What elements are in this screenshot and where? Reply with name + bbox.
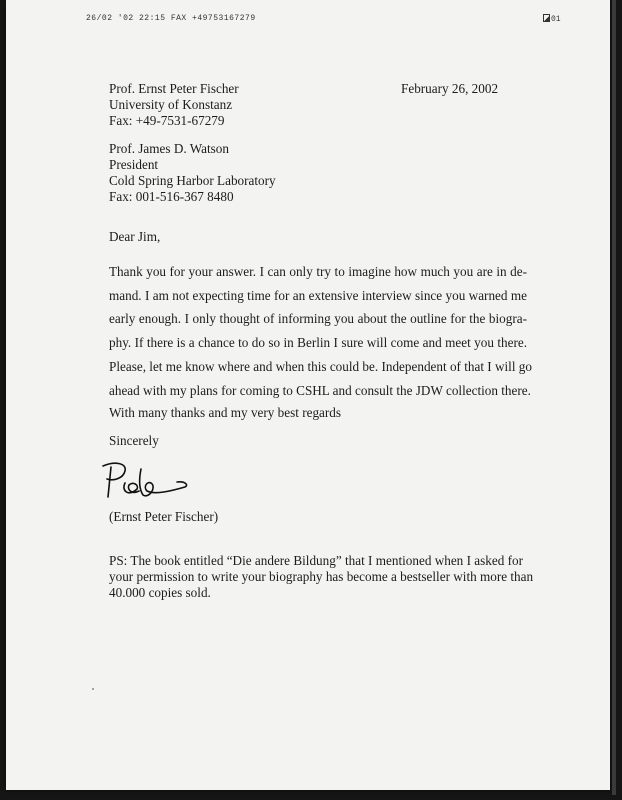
recipient-title: President	[109, 157, 159, 172]
body-line: Thank you for your answer. I can only try to imagine how much you are in de-	[109, 264, 527, 279]
signer-name: (Ernst Peter Fischer)	[109, 509, 219, 524]
closing: With many thanks and my very best regards	[109, 405, 342, 420]
sender-fax: Fax: +49-7531-67279	[109, 113, 225, 128]
fax-page-number-text: 01	[551, 15, 561, 24]
letter-body	[109, 260, 532, 402]
postscript-line: PS: The book entitled “Die andere Bildung” that I mentioned when I asked for	[109, 553, 523, 568]
body-line: Please, let me know where and when this could be. Independent of that I will go	[109, 358, 532, 374]
postscript-line: your permission to write your biography has become a bestseller with more than	[109, 569, 534, 584]
recipient-fax: Fax: 001-516-367 8480	[109, 189, 234, 204]
body-line: mand. I am not expecting time for an extensive interview since you warned me	[109, 287, 527, 303]
letter-page	[6, 0, 610, 790]
letter-date: February 26, 2002	[401, 81, 499, 96]
paper-speck	[92, 688, 94, 690]
page-edge-shadow	[612, 0, 616, 795]
fax-page-number	[543, 14, 561, 24]
handwritten-signature	[101, 457, 191, 505]
sender-organization: University of Konstanz	[109, 97, 233, 112]
body-line: early enough. I only thought of informing you about the outline for the biogra-	[109, 311, 527, 327]
postscript	[109, 553, 534, 601]
postscript-line: 40.000 copies sold.	[109, 585, 211, 600]
recipient-organization: Cold Spring Harbor Laboratory	[109, 173, 276, 188]
recipient-name: Prof. James D. Watson	[109, 141, 229, 156]
salutation: Dear Jim,	[109, 229, 161, 244]
body-line: ahead with my plans for coming to CSHL and consult the JDW collection there.	[109, 382, 531, 398]
body-line: phy. If there is a chance to do so in Berlin I sure will come and meet you there.	[109, 335, 527, 351]
sender-address	[109, 81, 239, 129]
sender-name: Prof. Ernst Peter Fischer	[109, 81, 239, 96]
fax-transmission-header: 26/02 '02 22:15 FAX +49753167279	[86, 14, 256, 23]
page-icon	[543, 14, 550, 22]
sign-off: Sincerely	[109, 433, 159, 448]
recipient-address	[109, 141, 276, 205]
